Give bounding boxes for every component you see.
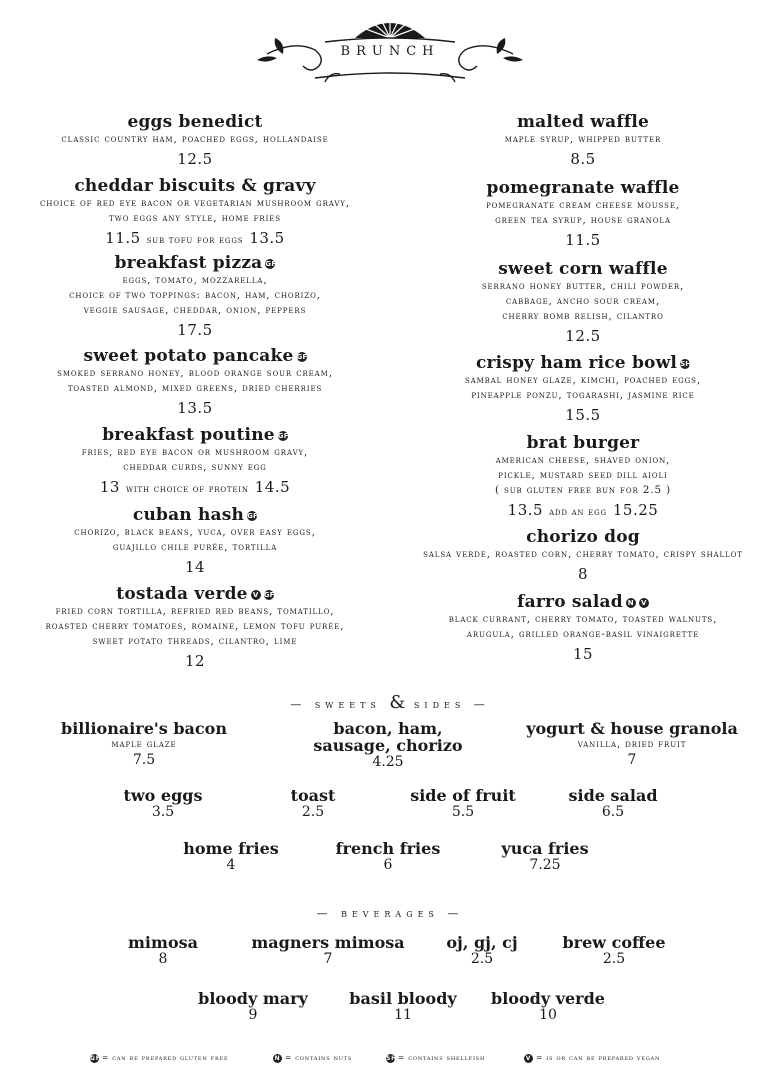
side-price: 6.5 xyxy=(601,804,625,820)
menu-item xyxy=(0,253,395,339)
side-name: yogurt & house granola xyxy=(526,719,738,738)
item-description: toasted almond, mixed greens, dried cherries xyxy=(67,382,323,394)
price-value-alt: 13.5 xyxy=(249,229,285,247)
item-price xyxy=(383,565,779,583)
item-price xyxy=(383,406,779,424)
item-description: cherry bomb relish, cilantro xyxy=(502,310,664,322)
side-name: french fries xyxy=(335,839,441,858)
beverage-name: bloody mary xyxy=(198,989,308,1008)
side-item xyxy=(34,720,254,768)
item-name xyxy=(383,527,779,547)
price-value: 8.5 xyxy=(570,150,596,168)
item-title: sweet corn waffle xyxy=(498,259,668,279)
item-title: breakfast poutine xyxy=(102,425,275,445)
item-description: choice of two toppings: bacon, ham, chorizo, xyxy=(69,289,321,301)
side-price: 4 xyxy=(226,857,236,873)
side-price: 7 xyxy=(627,752,637,768)
side-description: maple glaze xyxy=(111,738,177,750)
item-title: pomegranate waffle xyxy=(486,178,680,198)
legend-item xyxy=(90,1053,228,1063)
item-description: smoked serrano honey, blood orange sour cream, xyxy=(57,367,333,379)
diet-badge-icon: GF xyxy=(277,431,289,440)
legend-item xyxy=(386,1053,485,1063)
menu-item xyxy=(383,112,779,168)
item-price xyxy=(0,478,395,496)
item-title: tostada verde xyxy=(116,584,248,604)
menu-item xyxy=(0,584,395,670)
item-price xyxy=(0,558,395,576)
menu-item xyxy=(383,353,779,424)
side-description: vanilla, dried fruit xyxy=(577,738,687,750)
item-description: serrano honey butter, chili powder, xyxy=(481,280,685,292)
side-name: sausage, chorizo xyxy=(313,736,463,755)
beverage-price: 2.5 xyxy=(470,951,494,967)
item-title: breakfast pizza xyxy=(114,253,263,273)
legend-badge-icon: N xyxy=(274,1054,281,1062)
menu-item xyxy=(383,178,779,249)
item-description: eggs, tomato, mozzarella, xyxy=(122,274,268,286)
side-name: two eggs xyxy=(123,786,203,805)
side-price: 7.5 xyxy=(132,752,156,768)
diet-badge-icon: SH xyxy=(680,359,692,368)
beverages-label: beverages xyxy=(341,907,439,920)
side-name: billionaire's bacon xyxy=(61,719,227,738)
diet-badge-icon: GF xyxy=(265,259,277,268)
item-description: american cheese, shaved onion, xyxy=(495,454,671,466)
side-price: 3.5 xyxy=(151,804,175,820)
price-value: 13 xyxy=(99,478,120,496)
item-price xyxy=(0,652,395,670)
item-title: eggs benedict xyxy=(127,112,263,132)
beverage-name: mimosa xyxy=(128,933,198,952)
menu-item xyxy=(0,176,395,247)
beverage-item xyxy=(524,934,704,967)
legend-badge-icon: V xyxy=(525,1054,532,1062)
beverage-name: brew coffee xyxy=(562,933,666,952)
item-title: crispy ham rice bowl xyxy=(475,353,678,373)
item-name xyxy=(0,176,395,196)
beverage-price: 9 xyxy=(248,1007,258,1023)
item-title: cuban hash xyxy=(132,505,245,525)
item-price xyxy=(383,645,779,663)
legend-item xyxy=(273,1053,352,1063)
item-price xyxy=(0,229,395,247)
side-name: toast xyxy=(290,786,336,805)
price-value: 12.5 xyxy=(177,150,213,168)
ampersand: & xyxy=(389,692,406,713)
price-value-alt: 14.5 xyxy=(254,478,291,496)
item-name xyxy=(0,505,395,525)
side-price: 6 xyxy=(383,857,393,873)
menu-item xyxy=(383,259,779,345)
beverage-price: 8 xyxy=(158,951,168,967)
beverage-price: 11 xyxy=(394,1007,412,1023)
price-value: 11.5 xyxy=(105,229,141,247)
side-price: 2.5 xyxy=(301,804,325,820)
item-name xyxy=(383,112,779,132)
item-description: sambal honey glaze, kimchi, poached eggs, xyxy=(464,374,702,386)
sides-label: sides xyxy=(413,698,466,711)
side-name: side of fruit xyxy=(410,786,516,805)
page-title: BRUNCH xyxy=(340,44,440,59)
item-price xyxy=(383,501,779,519)
side-price: 4.25 xyxy=(372,754,404,770)
item-price xyxy=(383,327,779,345)
item-description: pomegranate cream cheese mousse, xyxy=(485,199,681,211)
item-name xyxy=(0,112,395,132)
beverage-name: bloody verde xyxy=(491,989,605,1008)
legend-item xyxy=(524,1053,660,1063)
item-name xyxy=(0,425,395,445)
legend-badge-icon: GF xyxy=(90,1054,101,1062)
legend-text: = contains shellfish xyxy=(398,1053,486,1062)
diet-badge-icon: GF xyxy=(263,590,275,599)
item-name xyxy=(0,253,395,273)
menu-item xyxy=(0,505,395,576)
beverage-item xyxy=(73,934,253,967)
price-note: sub tofu for eggs xyxy=(146,235,244,246)
item-title: sweet potato pancake xyxy=(83,346,294,366)
item-description: black currant, cherry tomato, toasted walnuts, xyxy=(448,613,718,625)
beverage-item xyxy=(238,934,418,967)
item-description: classic country ham, poached eggs, hollandaise xyxy=(61,133,329,145)
item-name xyxy=(0,584,395,604)
sweets-label: sweets xyxy=(314,698,381,711)
item-name xyxy=(0,346,395,366)
price-value: 8 xyxy=(577,565,589,583)
price-note: with choice of protein xyxy=(125,484,249,495)
sweets-sides-heading: — sweets & sides — xyxy=(290,692,490,713)
beverage-name: oj, gj, cj xyxy=(446,933,518,952)
diet-badge-icon: GF xyxy=(296,352,308,361)
item-description: roasted cherry tomatoes, romaine, lemon tofu purée, xyxy=(45,620,345,632)
item-price xyxy=(383,150,779,168)
item-description: guajillo chile purée, tortilla xyxy=(112,541,278,553)
beverage-item xyxy=(458,990,638,1023)
item-name xyxy=(383,353,779,373)
item-name xyxy=(383,433,779,453)
price-note: add an egg xyxy=(549,507,607,518)
legend-text: = contains nuts xyxy=(285,1053,353,1062)
item-price xyxy=(0,150,395,168)
item-description: chorizo, black beans, yuca, over easy eggs, xyxy=(74,526,316,538)
item-description: fries, red eye bacon or mushroom gravy, xyxy=(81,446,309,458)
diet-badge-icon: V xyxy=(251,590,261,600)
side-item xyxy=(522,720,742,768)
item-title: farro salad xyxy=(517,592,623,612)
item-description: fried corn tortilla, refried red beans, tomatillo, xyxy=(55,605,335,617)
item-price xyxy=(383,231,779,249)
beverage-price: 2.5 xyxy=(602,951,626,967)
price-value: 11.5 xyxy=(565,231,601,249)
price-value: 17.5 xyxy=(177,321,213,339)
legend-badge-icon: SH xyxy=(386,1054,397,1062)
price-value: 12 xyxy=(184,652,206,670)
menu-item xyxy=(383,527,779,583)
side-item xyxy=(278,720,498,770)
side-item xyxy=(503,787,723,820)
menu-item xyxy=(0,112,395,168)
item-price xyxy=(0,399,395,417)
price-value: 12.5 xyxy=(565,327,601,345)
item-name xyxy=(383,592,779,612)
item-description: maple syrup, whipped butter xyxy=(504,133,662,145)
diet-badge-icon: GF xyxy=(247,511,259,520)
item-description: ( sub gluten free bun for 2.5 ) xyxy=(494,484,672,496)
diet-badge-icon: V xyxy=(639,598,649,608)
item-description: pickle, mustard seed dill aioli xyxy=(498,469,668,481)
price-value: 15 xyxy=(572,645,594,663)
side-name: side salad xyxy=(568,786,658,805)
beverage-price: 7 xyxy=(323,951,333,967)
item-title: brat burger xyxy=(526,433,640,453)
beverage-price: 10 xyxy=(539,1007,557,1023)
side-item xyxy=(435,840,655,873)
item-description: pineapple ponzu, togarashi, jasmine rice xyxy=(471,389,695,401)
item-name xyxy=(383,259,779,279)
beverage-name: basil bloody xyxy=(349,989,457,1008)
item-description: choice of red eye bacon or vegetarian mushroom gravy, xyxy=(40,197,350,209)
side-price: 5.5 xyxy=(451,804,475,820)
legend-text: = is or can be prepared vegan xyxy=(536,1053,661,1062)
menu-item xyxy=(0,346,395,417)
diet-badge-icon: N xyxy=(627,598,634,607)
menu-item xyxy=(383,433,779,519)
item-description: sweet potato threads, cilantro, lime xyxy=(92,635,298,647)
price-value: 15.5 xyxy=(565,406,601,424)
price-value-alt: 15.25 xyxy=(612,501,659,519)
item-description: cabbage, ancho sour cream, xyxy=(505,295,661,307)
item-name xyxy=(383,178,779,198)
side-name: bacon, ham, xyxy=(333,719,443,738)
side-name: yuca fries xyxy=(501,839,589,858)
item-title: malted waffle xyxy=(516,112,650,132)
beverage-name: magners mimosa xyxy=(251,933,405,952)
item-title: chorizo dog xyxy=(526,527,640,547)
beverages-heading: — beverages — xyxy=(316,907,464,920)
item-title: cheddar biscuits & gravy xyxy=(74,176,316,196)
side-name: home fries xyxy=(183,839,279,858)
price-value: 13.5 xyxy=(177,399,213,417)
price-value: 14 xyxy=(184,558,206,576)
menu-item xyxy=(383,592,779,663)
legend-text: = can be prepared gluten free xyxy=(102,1053,229,1062)
item-description: green tea syrup, house granola xyxy=(495,214,671,226)
item-description: cheddar curds, sunny egg xyxy=(123,461,267,473)
menu-item xyxy=(0,425,395,496)
item-price xyxy=(0,321,395,339)
side-price: 7.25 xyxy=(529,857,561,873)
item-description: salsa verde, roasted corn, cherry tomato, crispy shallot xyxy=(423,548,743,560)
item-description: arugula, grilled orange-basil vinaigrette xyxy=(466,628,700,640)
item-description: two eggs any style, home fries xyxy=(109,212,281,224)
price-value: 13.5 xyxy=(507,501,544,519)
item-description: veggie sausage, cheddar, onion, peppers xyxy=(83,304,307,316)
